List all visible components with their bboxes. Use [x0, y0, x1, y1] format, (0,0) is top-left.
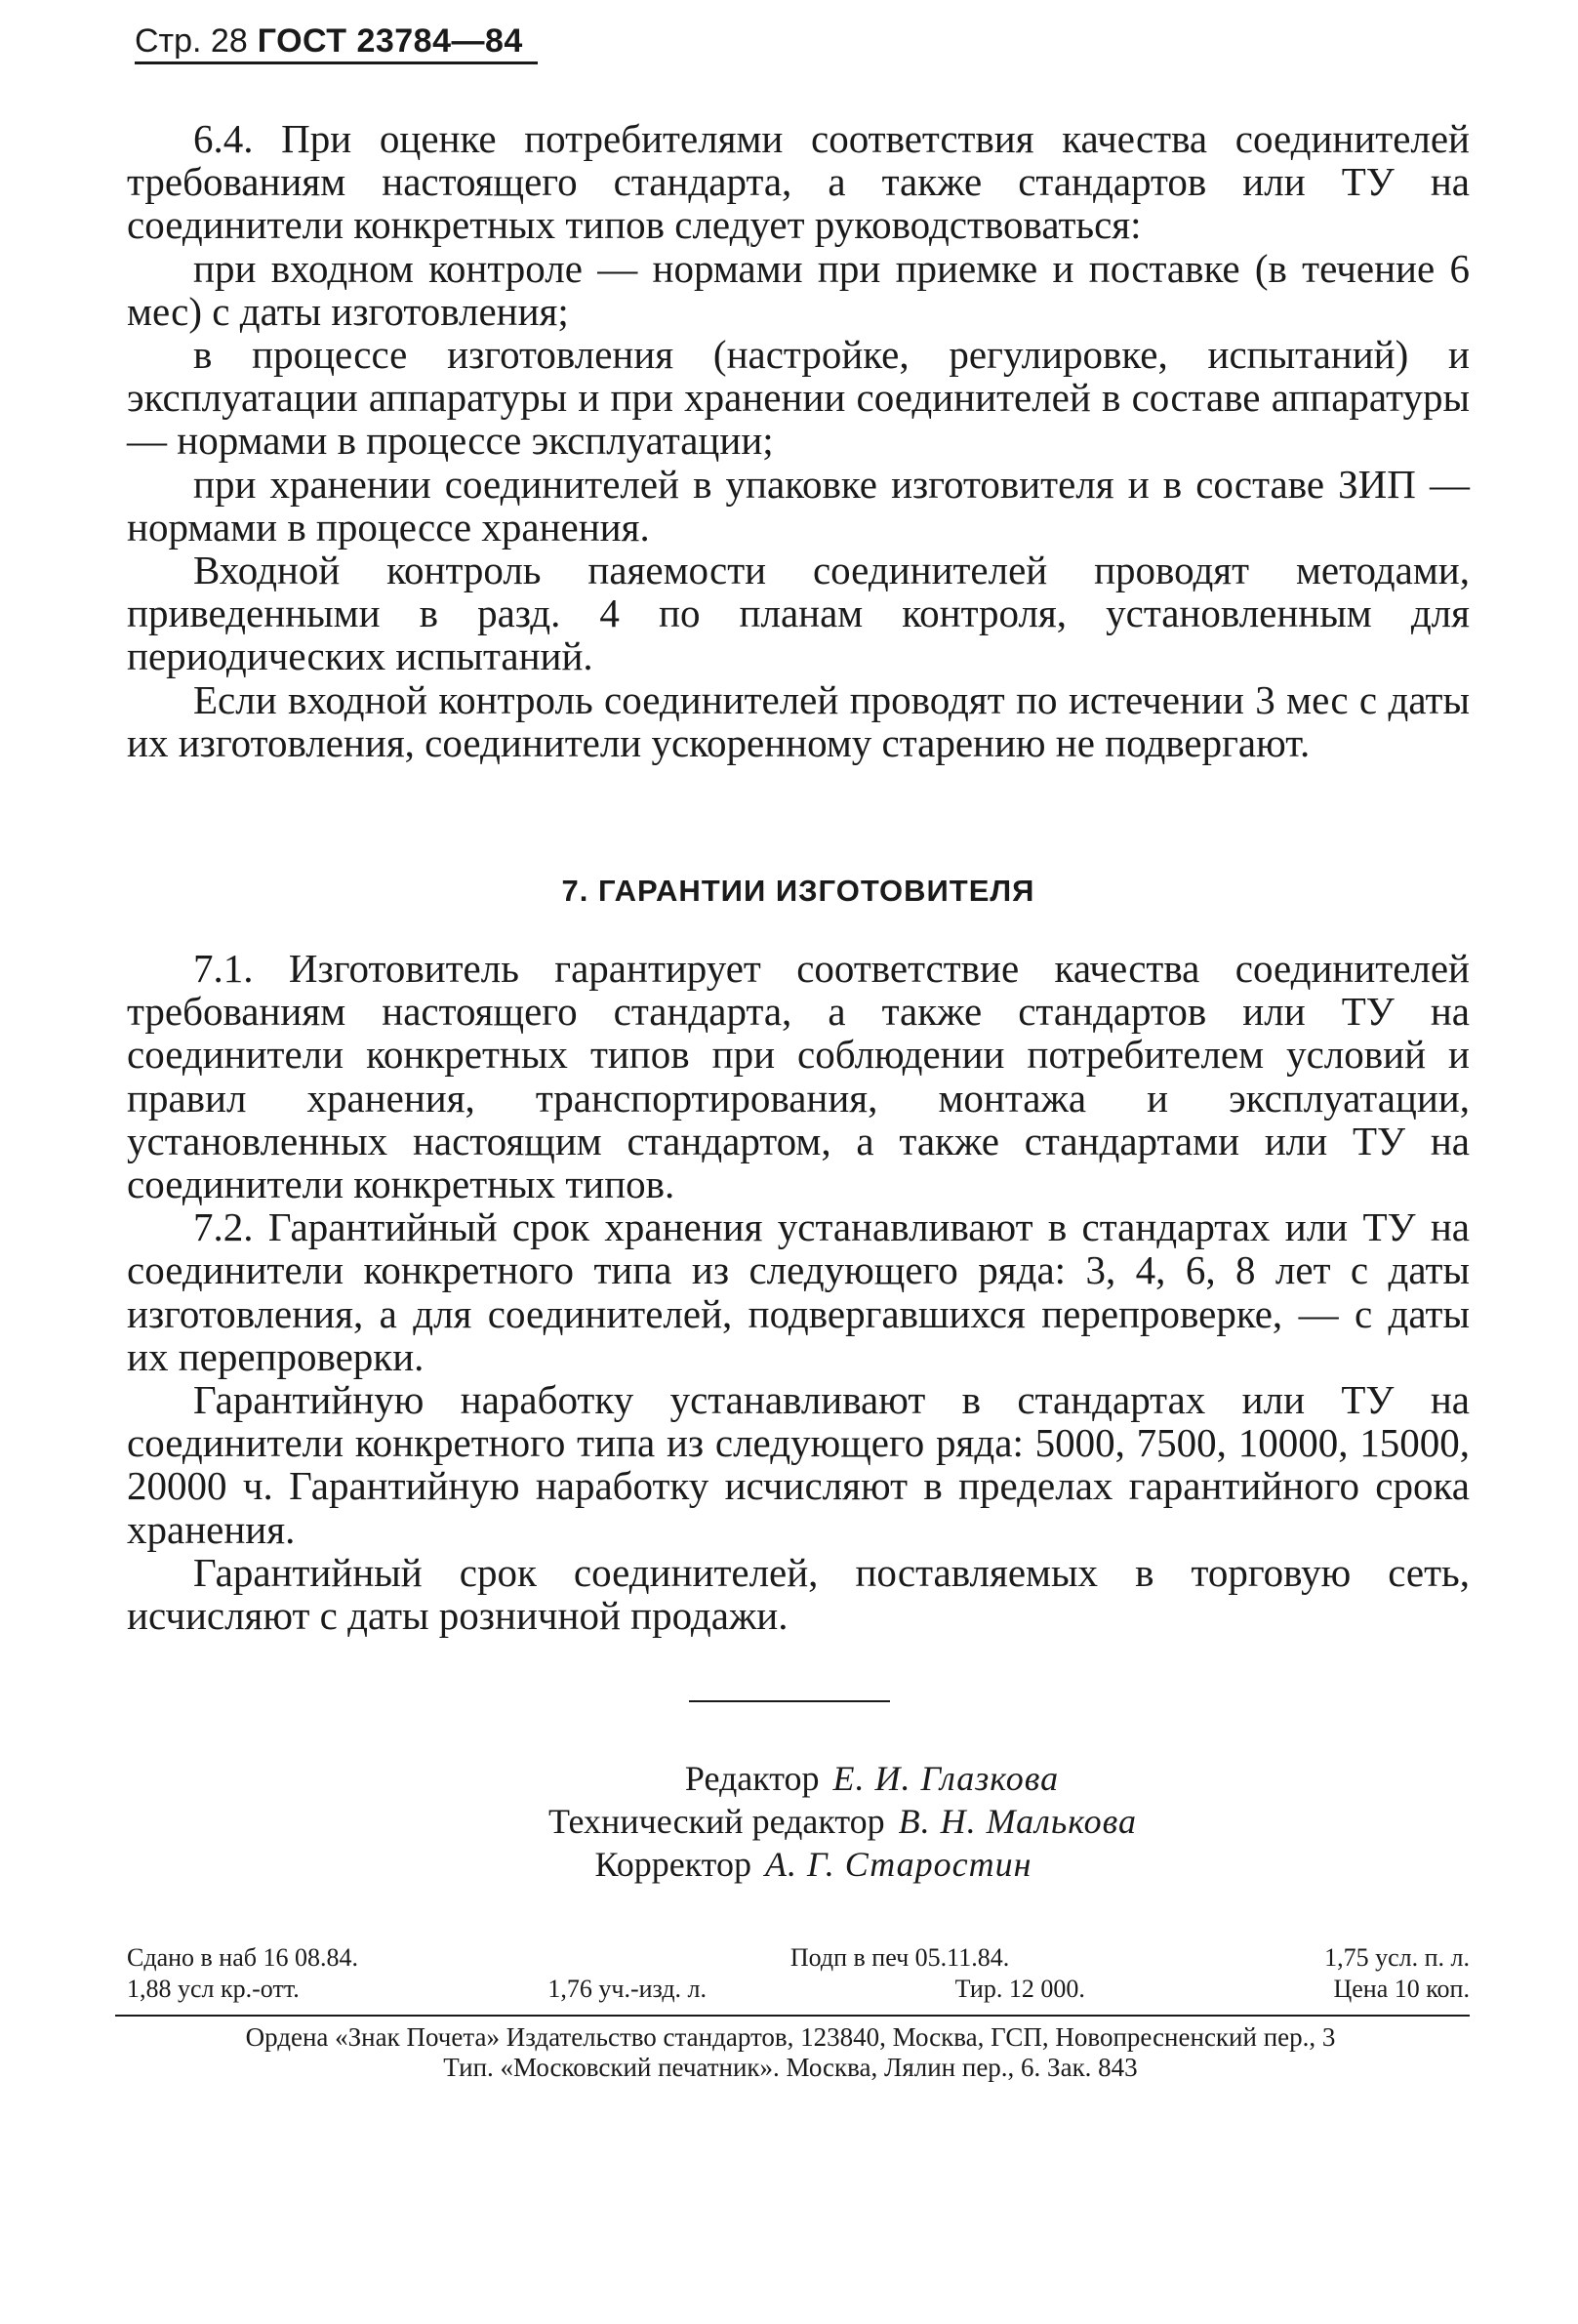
- imprint-typeset-date: Сдано в наб 16 08.84.: [127, 1943, 358, 1972]
- imprint-publisher-sheets: 1,76 уч.-изд. л.: [547, 1975, 708, 2003]
- paragraph-7-1: 7.1. Изготовитель гарантирует соответствие качества соединителей требованиям настоящего стандарта, а также стандартов или ТУ на соединители конкретных типов при соблюдении потребителем условий и правил хранения, транспортирования, монтажа и эксплуатации, установленных настоящим стандартом, а также стандартами или ТУ на соединители конкретных типов.: [127, 946, 1470, 1207]
- header-rule: [135, 61, 538, 64]
- paragraph-retail-warranty: Гарантийный срок соединителей, поставляемых в торговую сеть, исчисляют с даты розничной продажи.: [127, 1549, 1470, 1639]
- imprint-row-1: [127, 1942, 1470, 1974]
- publisher-footer: [107, 2022, 1474, 2083]
- tech-editor-role: Технический редактор: [547, 1802, 885, 1841]
- proofreader-name: А. Г. Старостин: [764, 1845, 1032, 1884]
- publisher-line: Ордена «Знак Почета» Издательство стандартов, 123840, Москва, ГСП, Новопресненский пер., 3: [245, 2022, 1336, 2052]
- credit-editor: [0, 1757, 1578, 1800]
- standard-code: ГОСТ 23784—84: [257, 22, 523, 60]
- imprint-color-prints: 1,88 усл кр.-отт.: [127, 1975, 300, 2003]
- imprint-row-2: [127, 1974, 1470, 2005]
- section-7-body: [127, 947, 1470, 1637]
- paragraph-storage: при хранении соединителей в упаковке изготовителя и в составе ЗИП — нормами в процессе хранения.: [127, 461, 1470, 550]
- credits-block: [0, 1757, 1578, 1886]
- paragraph-manufacturing: в процессе изготовления (настройке, регулировке, испытаний) и эксплуатации аппаратуры и при хранении соединителей в составе аппаратуры — нормами в процессе эксплуатации;: [127, 332, 1470, 464]
- page-header: [135, 21, 538, 61]
- tech-editor-name: В. Н. Малькова: [898, 1802, 1138, 1841]
- imprint-price: Цена 10 коп.: [1333, 1975, 1470, 2003]
- section-7-heading: 7. ГАРАНТИИ ИЗГОТОВИТЕЛЯ: [561, 874, 1035, 908]
- page-number: Стр. 28: [135, 22, 248, 60]
- proofreader-role: Корректор: [594, 1845, 751, 1884]
- paragraph-warranty-hours: Гарантийную наработку устанавливают в стандартах или ТУ на соединители конкретного типа из следующего ряда: 5000, 7500, 10000, 15000, 20000 ч. Гарантийную наработку исчисляют в пределах гарантийного срока хранения.: [127, 1377, 1470, 1552]
- credit-tech-editor: [0, 1800, 1578, 1843]
- editor-role: Редактор: [684, 1759, 820, 1798]
- paragraph-solderability: Входной контроль паяемости соединителей проводят методами, приведенными в разд. 4 по планам контроля, установленным для периодических испытаний.: [127, 548, 1470, 679]
- imprint-print-date: Подп в печ 05.11.84.: [789, 1943, 1010, 1972]
- paragraph-7-2: 7.2. Гарантийный срок хранения устанавливают в стандартах или ТУ на соединители конкретного типа из следующего ряда: 3, 4, 6, 8 лет с даты изготовления, а для соединителей, подвергавшихся перепроверке, — с даты их перепроверки.: [127, 1204, 1470, 1379]
- paragraph-6-4: 6.4. При оценке потребителями соответствия качества соединителей требованиям настоящего стандарта, а также стандартов или ТУ на соединители конкретных типов следует руководствоваться:: [127, 116, 1470, 248]
- imprint-print-sheets: 1,75 усл. п. л.: [1324, 1943, 1470, 1972]
- credit-proofreader: [0, 1843, 1578, 1886]
- imprint-block: [127, 1942, 1470, 2005]
- printer-line: Тип. «Московский печатник». Москва, Лялин пер., 6. Зак. 843: [443, 2053, 1138, 2082]
- section-6-body: [127, 117, 1470, 764]
- paragraph-incoming-control: при входном контроле — нормами при приемке и поставке (в течение 6 мес) с даты изготовления;: [127, 245, 1470, 334]
- section-divider: [689, 1700, 890, 1702]
- paragraph-aging: Если входной контроль соединителей проводят по истечении 3 мес с даты их изготовления, соединители ускоренному старению не подвергают.: [127, 676, 1470, 765]
- imprint-circulation: Тир. 12 000.: [954, 1975, 1085, 2003]
- footer-rule: [115, 2015, 1470, 2017]
- editor-name: Е. И. Глазкова: [832, 1759, 1060, 1798]
